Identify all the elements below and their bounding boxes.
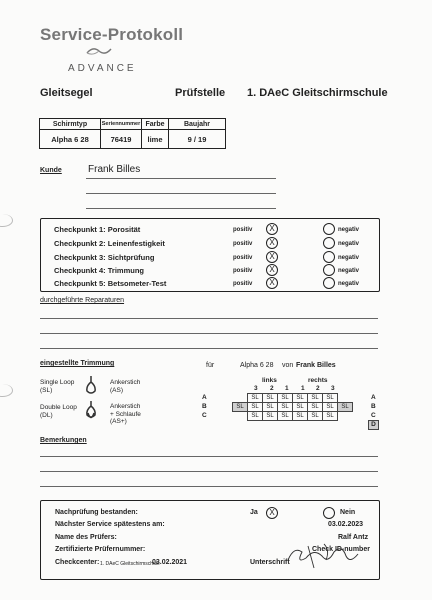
- center-value: 1. DAeC Gleitschirmschule: [100, 561, 160, 567]
- document-title: Service-Protokoll: [40, 25, 184, 44]
- passed-label: Nachprüfung bestanden:: [55, 509, 138, 516]
- punch-hole: [0, 214, 13, 227]
- cell-serial: 76419: [101, 130, 142, 149]
- grid-rlabel-b: B: [371, 403, 376, 410]
- grid-cell: SL: [293, 394, 308, 403]
- grid-row-label-a: A: [202, 394, 207, 401]
- grid-col-label: 1: [301, 385, 305, 392]
- grid-links-label: links: [262, 377, 277, 384]
- trim-von: von: [282, 362, 294, 369]
- grid-cell: SL: [308, 403, 323, 412]
- checkpoint-4-negativ: negativ: [338, 268, 360, 274]
- trim-owner: Frank Billes: [296, 362, 336, 369]
- checkpoint-3-positiv-checkbox[interactable]: X: [266, 251, 278, 263]
- rule-line: [40, 471, 378, 472]
- cell-color: lime: [142, 130, 169, 149]
- grid-col-label: 1: [285, 385, 289, 392]
- signature-label: Unterschrift: [250, 559, 290, 566]
- grid-rlabel-c: C: [371, 412, 376, 419]
- advance-logo-icon: [85, 45, 113, 57]
- grid-rlabel-a: A: [371, 394, 376, 401]
- repairs-label: durchgeführte Reparaturen: [40, 297, 125, 304]
- checkpoint-2-positiv-checkbox[interactable]: X: [266, 237, 278, 249]
- grid-cell: SL: [248, 412, 263, 421]
- customer-name: Frank Billes: [88, 164, 141, 175]
- grid-cell: SL: [233, 403, 248, 412]
- grid-col-label: 3: [254, 385, 258, 392]
- glider-info-table: [39, 118, 226, 149]
- ja-checkbox[interactable]: X: [266, 507, 278, 519]
- grid-cell: SL: [308, 412, 323, 421]
- grid-cell: SL: [248, 403, 263, 412]
- grid-col-label: 2: [316, 385, 320, 392]
- col-header-year: Baujahr: [169, 119, 226, 130]
- tester-label: Name des Prüfers:: [55, 534, 117, 541]
- rule-line: [40, 348, 378, 349]
- grid-cell: SL: [293, 403, 308, 412]
- grid-row-label-b: B: [202, 403, 207, 410]
- grid-col-label: 2: [270, 385, 274, 392]
- brand-name: ADVANCE: [68, 63, 137, 74]
- col-header-serial: Seriennummer: [101, 119, 142, 130]
- grid-cell: SL: [248, 394, 263, 403]
- next-service-value: 03.02.2023: [328, 521, 364, 528]
- checkpoint-5-negativ: negativ: [338, 281, 360, 287]
- checkpoint-5-positiv-checkbox[interactable]: X: [266, 277, 278, 289]
- grid-cell: SL: [278, 394, 293, 403]
- nein-label: Nein: [340, 509, 356, 516]
- single-loop-label: Single Loop (SL): [40, 379, 75, 394]
- tester-value: Ralf Antz: [338, 534, 369, 541]
- grid-cell: SL: [323, 412, 338, 421]
- rule-line: [40, 318, 378, 319]
- col-header-color: Farbe: [142, 119, 169, 130]
- grid-rechts-label: rechts: [308, 377, 328, 384]
- checkpoint-3-positiv: positiv: [233, 255, 253, 261]
- checkpoint-1-label: Checkpunkt 1: Porosität: [54, 225, 141, 234]
- cell-year: 9 / 19: [169, 130, 226, 149]
- trim-label: eingestellte Trimmung: [40, 360, 115, 367]
- col-header-schirmtyp: Schirmtyp: [40, 119, 101, 130]
- rule-line: [86, 193, 276, 194]
- grid-cell: [233, 412, 248, 421]
- station-value: 1. DAeC Gleitschirmschule: [247, 87, 388, 99]
- grid-cell: SL: [293, 412, 308, 421]
- grid-cell: SL: [263, 403, 278, 412]
- checkpoint-4-positiv: positiv: [233, 268, 253, 274]
- rule-line: [40, 486, 378, 487]
- nein-checkbox[interactable]: [323, 507, 335, 519]
- rule-line: [40, 333, 378, 334]
- grid-cell: [233, 394, 248, 403]
- grid-cell: SL: [263, 412, 278, 421]
- grid-cell: SL: [278, 403, 293, 412]
- cert-label: Zertifizierte Prüfernummer:: [55, 546, 146, 553]
- checkpoint-4-negativ-checkbox[interactable]: [323, 264, 335, 276]
- single-loop-knot-icon: [83, 376, 99, 396]
- checkpoint-4-positiv-checkbox[interactable]: X: [266, 264, 278, 276]
- checkpoint-5-negativ-checkbox[interactable]: [323, 277, 335, 289]
- center-date: 03.02.2021: [152, 559, 188, 566]
- checkpoint-1-positiv: positiv: [233, 227, 253, 233]
- checkpoint-1-positiv-checkbox[interactable]: X: [266, 223, 278, 235]
- double-loop-label: Double Loop (DL): [40, 404, 77, 419]
- rule-line: [86, 178, 276, 179]
- rule-line: [40, 456, 378, 457]
- glider-label: Gleitsegel: [40, 87, 93, 99]
- checkpoint-3-negativ-checkbox[interactable]: [323, 251, 335, 263]
- grid-cell: SL: [323, 403, 338, 412]
- cell-schirmtyp: Alpha 6 28: [40, 130, 101, 149]
- double-anchor-label: Ankerstich + Schlaufe (AS+): [110, 403, 141, 425]
- trim-fuer: für: [206, 362, 215, 369]
- grid-cell: SL: [263, 394, 278, 403]
- grid-rlabel-d: D: [368, 420, 379, 430]
- grid-cell: SL: [338, 403, 353, 412]
- trim-model: Alpha 6 28: [240, 362, 274, 369]
- station-label: Prüfstelle: [175, 87, 226, 99]
- checkpoint-3-label: Checkpunkt 3: Sichtprüfung: [54, 253, 155, 262]
- punch-hole: [0, 384, 13, 397]
- checkpoint-3-negativ: negativ: [338, 255, 360, 261]
- checkpoint-2-negativ-checkbox[interactable]: [323, 237, 335, 249]
- checkpoint-5-positiv: positiv: [233, 281, 253, 287]
- signature-scribble-icon: [284, 538, 362, 572]
- grid-cell: SL: [308, 394, 323, 403]
- next-service-label: Nächster Service spätestens am:: [55, 521, 165, 528]
- checkpoint-2-label: Checkpunkt 2: Leinenfestigkeit: [54, 239, 165, 248]
- checkpoint-1-negativ-checkbox[interactable]: [323, 223, 335, 235]
- grid-cell: [338, 412, 353, 421]
- checkpoint-1-negativ: negativ: [338, 227, 360, 233]
- grid-row-label-c: C: [202, 412, 207, 419]
- double-loop-knot-icon: [83, 401, 99, 423]
- checkpoint-2-negativ: negativ: [338, 241, 360, 247]
- ja-label: Ja: [250, 509, 258, 516]
- trim-grid: [232, 393, 353, 421]
- grid-col-label: 3: [331, 385, 335, 392]
- center-label: Checkcenter:: [55, 559, 100, 566]
- checkpoint-5-label: Checkpunkt 5: Betsometer-Test: [54, 279, 167, 288]
- grid-cell: [338, 394, 353, 403]
- grid-cell: SL: [323, 394, 338, 403]
- checkpoint-2-positiv: positiv: [233, 241, 253, 247]
- remarks-label: Bemerkungen: [40, 437, 87, 444]
- customer-label: Kunde: [40, 167, 62, 174]
- grid-cell: SL: [278, 412, 293, 421]
- checkpoint-4-label: Checkpunkt 4: Trimmung: [54, 266, 145, 275]
- single-anchor-label: Ankerstich (AS): [110, 379, 141, 394]
- rule-line: [86, 208, 276, 209]
- checkid-label: Check ID-number: [312, 546, 370, 553]
